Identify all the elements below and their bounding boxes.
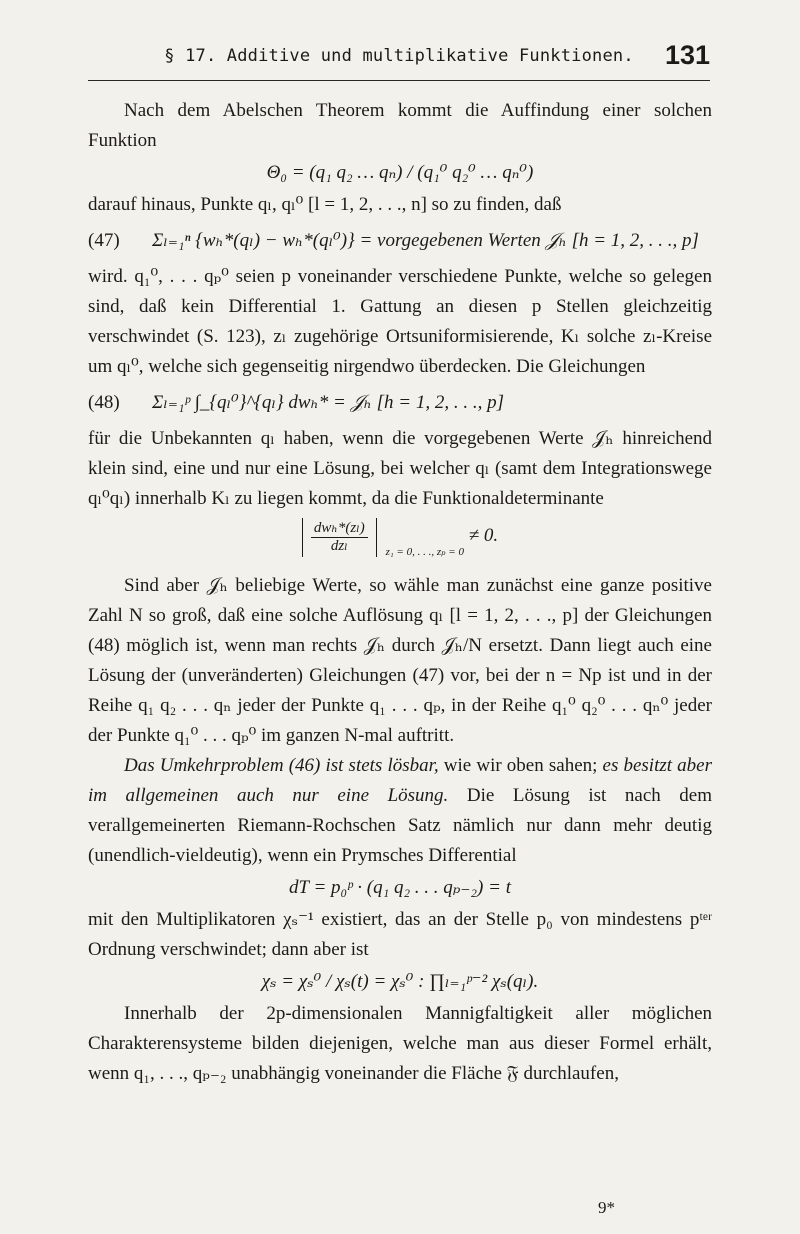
equation-dt: dT = p₀ᵖ · (q₁ q₂ . . . qₚ₋₂) = t	[289, 877, 511, 899]
equation-48	[88, 388, 712, 418]
signature-mark: 9*	[598, 1198, 615, 1217]
paragraph-5: Sind aber 𝒥ₕ beliebige Werte, so wähle man zunächst eine ganze positive Zahl N so groß, daß eine solche Auflösung qₗ [l = 1, 2, . . ., p] der Gleichungen (48) möglich ist, wenn man rechts 𝒥ₕ durch 𝒥ₕ/N ersetzt. Dann liegt auch eine Lösung der (unveränderten) Gleichungen (47) vor, bei der n = Np ist und in der Reihe q₁ q₂ . . . qₙ jeder der Punkte q₁ . . . qₚ, in der Reihe q₁⁰ q₂⁰ . . . qₙ⁰ jeder der Punkte q₁⁰ . . . qₚ⁰ im ganzen N-mal auftritt.	[88, 575, 712, 747]
page-number: 131	[664, 40, 710, 70]
determinant-denominator: dzₗ	[330, 538, 348, 554]
determinant-fraction	[311, 520, 368, 555]
paragraph-8: Innerhalb der 2p-dimensionalen Mannigfaltigkeit aller möglichen Charakterensysteme bilden diejenigen, welche man aus dieser Formel erhält, wenn q₁, . . ., qₚ₋₂ unabhängig voneinander die Fläche 𝔉 durchlaufen,	[88, 1003, 712, 1085]
determinant-subscript: z₁ = 0, . . ., zₚ = 0	[385, 546, 464, 559]
paragraph-3: wird. q₁⁰, . . . qₚ⁰ seien p voneinander verschiedene Punkte, welche so gelegen sind, daß kein Differential 1. Gattung an diesen p Stellen gleichzeitig verschwindet (S. 123), zₗ zugehörige Ortsuniformisierende, Kₗ solche zₗ-Kreise um qₗ⁰, welche sich gegenseitig nirgendwo überdecken. Die Gleichungen	[88, 266, 712, 377]
determinant-box	[302, 518, 377, 557]
equation-47-body: Σₗ₌₁ⁿ {wₕ*(qₗ) − wₕ*(qₗ⁰)} = vorgegebenen Werten 𝒥ₕ [h = 1, 2, . . ., p]	[152, 230, 699, 251]
paragraph-6	[88, 751, 712, 871]
equation-47	[88, 226, 712, 256]
equation-chi: χₛ = χₛ⁰ / χₛ(t) = χₛ⁰ : ∏ₗ₌₁ᵖ⁻² χₛ(qₗ).	[261, 971, 539, 993]
paragraph-6-middle: wie wir oben sahen;	[443, 755, 598, 777]
paragraph-7: mit den Multiplikatoren χₛ⁻¹ existiert, das an der Stelle p₀ von mindestens pᵗᵉʳ Ordnung verschwindet; dann aber ist	[88, 909, 712, 961]
running-header	[88, 40, 710, 81]
paragraph-4: für die Unbekannten qₗ haben, wenn die vorgegebenen Werte 𝒥ₕ hinreichend klein sind, eine und nur eine Lösung, bei welcher qₗ (samt dem Integrationswege qₗ⁰qₗ) innerhalb Kₗ zu liegen kommt, da die Funktionaldeterminante	[88, 428, 712, 509]
determinant-numerator: dwₕ*(zₗ)	[311, 520, 368, 538]
section-title: § 17. Additive und multiplikative Funktionen.	[164, 46, 634, 66]
paragraph-1: Nach dem Abelschen Theorem kommt die Auffindung einer solchen Funktion	[88, 100, 712, 151]
equation-theta: Θ₀ = (q₁ q₂ … qₙ) / (q₁⁰ q₂⁰ … qₙ⁰)	[266, 162, 534, 183]
equation-47-number: (47)	[88, 230, 120, 251]
determinant-tail: ≠ 0.	[468, 525, 499, 547]
paragraph-6-rest: Die Lösung ist nach dem verallgemeinerten Riemann-Rochschen Satz nämlich nur dann mehr deutig (unendlich-vieldeutig), wenn ein Prymsches Differential	[88, 785, 713, 867]
paragraph-6-emphasis-1: Das Umkehrproblem (46) ist stets lösbar,	[124, 755, 439, 777]
equation-48-number: (48)	[88, 392, 120, 413]
paragraph-2: darauf hinaus, Punkte qₗ, qₗ⁰ [l = 1, 2, . . ., n] so zu finden, daß	[88, 194, 562, 215]
body-text	[88, 96, 712, 1089]
paragraph-6-emphasis-2: es besitzt aber im allgemeinen auch nur eine Lösung.	[88, 755, 712, 807]
functional-determinant	[88, 518, 712, 567]
equation-48-body: Σₗ₌₁ᵖ ∫_{qₗ⁰}^{qₗ} dwₕ* = 𝒥ₕ [h = 1, 2, . . ., p]	[152, 392, 505, 413]
